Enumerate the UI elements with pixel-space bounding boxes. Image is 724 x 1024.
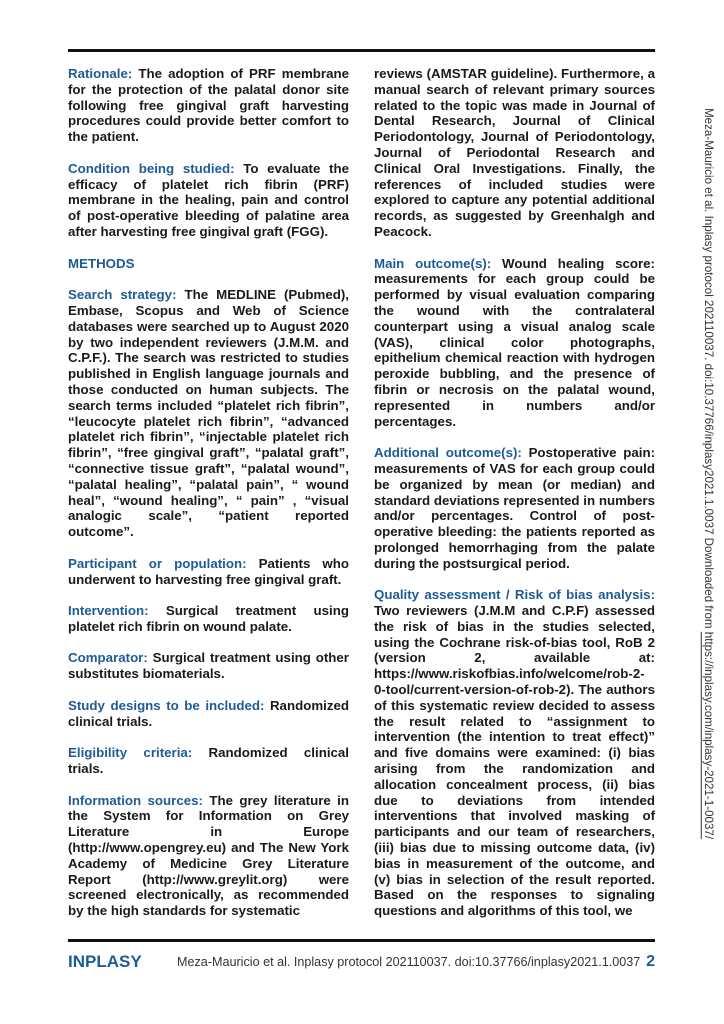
intervention-label: Intervention: <box>68 603 149 619</box>
comparator-text: Surgical treatment using other substitutes biomaterials. <box>68 650 349 682</box>
additional-outcomes-text: Postoperative pain: measurements of VAS for each group could be organized by mean (or median) and standard deviations represented in numbers and/or percentages. Control of post-operative bleeding: the patients reported as prolonged hemorrhaging from the palate during the postsurgical period. <box>374 445 655 571</box>
methods-heading: METHODS <box>68 255 135 271</box>
study-designs-section <box>68 698 349 730</box>
side-download-banner <box>700 108 716 908</box>
main-outcomes-text: Wound healing score: measurements for each group could be performed by visual evaluation comparing the wound with the contralateral counterpart using a visual analog scale (VAS), clinical color photographs, epithelium chemical reaction with hydrogen peroxide bubbling, and the presence of fibrin or necrosis on the palatal wound, represented in numbers and/or percentages. <box>374 255 655 429</box>
intervention-text: Surgical treatment using platelet rich fibrin on wound palate. <box>68 603 349 634</box>
right-column <box>374 66 655 935</box>
intervention-section <box>68 603 349 635</box>
information-sources-section <box>68 793 349 919</box>
additional-outcomes-label: Additional outcome(s): <box>374 445 522 461</box>
information-sources-label: Information sources: <box>68 792 203 808</box>
additional-outcomes-section <box>374 445 655 571</box>
information-sources-text: The grey literature in the System for Information on Grey Literature in Europe (http://www.opengrey.eu) and The New York Academy of Medicine Grey Literature Report (http://www.greylit.org) were screened electronically, as recommended by the high standards for systematic <box>68 792 349 919</box>
quality-assessment-text: Two reviewers (J.M.M and C.P.F) assessed the risk of bias in the studies selected, using the Cochrane risk-of-bias tool, RoB 2 (version 2, available at: https://www.riskofbias.info/welcome/rob-2-0-tool/current-version-of-rob-2). The authors of this systematic review decided to assess the result related to “assignment to intervention (the intention to treat effect)” and five domains were examined: (i) bias arising from the randomization and allocation concealment process, (ii) bias due to deviations from intended interventions that involved masking of participants and our team of researchers, (iii) bias due to missing outcome data, (iv) bias in measurement of the outcome, and (v) bias in selection of the result reported. Based on the responses to signaling questions and algorithms of this tool, we <box>374 603 655 919</box>
footer-citation: Meza-Mauricio et al. Inplasy protocol 202110037. doi:10.37766/inplasy2021.1.0037 <box>177 955 641 969</box>
comparator-section <box>68 650 349 682</box>
quality-assessment-section <box>374 587 655 919</box>
participant-text: Patients who underwent to harvesting free gingival graft. <box>68 555 350 587</box>
search-strategy-label: Search strategy: <box>68 287 177 303</box>
page-number: 2 <box>646 953 655 970</box>
left-column <box>68 66 349 935</box>
study-designs-label: Study designs to be included: <box>68 697 265 713</box>
side-banner-text: Meza-Mauricio et al. Inplasy protocol 202110037. doi:10.37766/inplasy2021.1.0037 Downloaded from <box>702 108 715 632</box>
rationale-label: Rationale: <box>68 66 133 81</box>
participant-label: Participant or population: <box>68 555 247 571</box>
information-sources-continued <box>374 66 655 240</box>
side-banner-link[interactable]: https://inplasy.com/inplasy-2021-1-0037/ <box>702 631 715 840</box>
comparator-label: Comparator: <box>68 650 148 666</box>
main-outcomes-label: Main outcome(s): <box>374 255 492 271</box>
condition-label: Condition being studied: <box>68 160 235 176</box>
rationale-section <box>68 66 349 145</box>
condition-text: To evaluate the efficacy of platelet rich fibrin (PRF) membrane in the healing, pain and control of post-operative bleeding of palatine area after harvesting free gingival graft (FGG). <box>68 160 349 239</box>
participant-section <box>68 556 349 588</box>
main-outcomes-section <box>374 256 655 430</box>
search-strategy-text: The MEDLINE (Pubmed), Embase, Scopus and Web of Science databases were searched up to August 2020 by two independent reviewers (J.M.M. and C.P.F.). The search was restricted to studies published in English language journals and those conducted on human subjects. The search terms included “platelet rich fibrin”, “leucocyte platelet rich fibrin”, “advanced platelet rich fibrin”, “injectable platelet rich fibrin”, “free gingival graft”, “palatal graft”, “connective tissue graft”, “palatal wound”, “palatal healing”, “palatal pain”, “ wound heal”, “wound healing”, “ pain” , “visual analogic scale”, “patient reported outcome”. <box>68 287 349 540</box>
top-rule <box>68 49 655 52</box>
condition-section <box>68 161 349 240</box>
information-sources-continued-text: reviews (AMSTAR guideline). Furthermore, a manual search of relevant primary sources related to the topic was made in Journal of Dental Research, Journal of Clinical Periodontology, Journal of Periodontology, Journal of Periodontal Research and Clinical Oral Investigations. Finally, the references of included studies were explored to capture any potential additional records, as suggested by Greenhalgh and Peacock. <box>374 66 655 239</box>
eligibility-label: Eligibility criteria: <box>68 745 193 761</box>
eligibility-section <box>68 745 349 777</box>
quality-assessment-label: Quality assessment / Risk of bias analysis: <box>374 587 655 603</box>
search-strategy-section <box>68 287 349 540</box>
page-footer <box>68 952 655 976</box>
eligibility-text: Randomized clinical trials. <box>68 745 350 777</box>
footer-brand-logo: INPLASY <box>68 952 142 971</box>
study-designs-text: Randomized clinical trials. <box>68 697 350 729</box>
bottom-rule <box>68 939 655 942</box>
rationale-text: The adoption of PRF membrane for the protection of the palatal donor site following free gingival graft harvesting procedures could provide better comfort to the patient. <box>68 66 349 145</box>
